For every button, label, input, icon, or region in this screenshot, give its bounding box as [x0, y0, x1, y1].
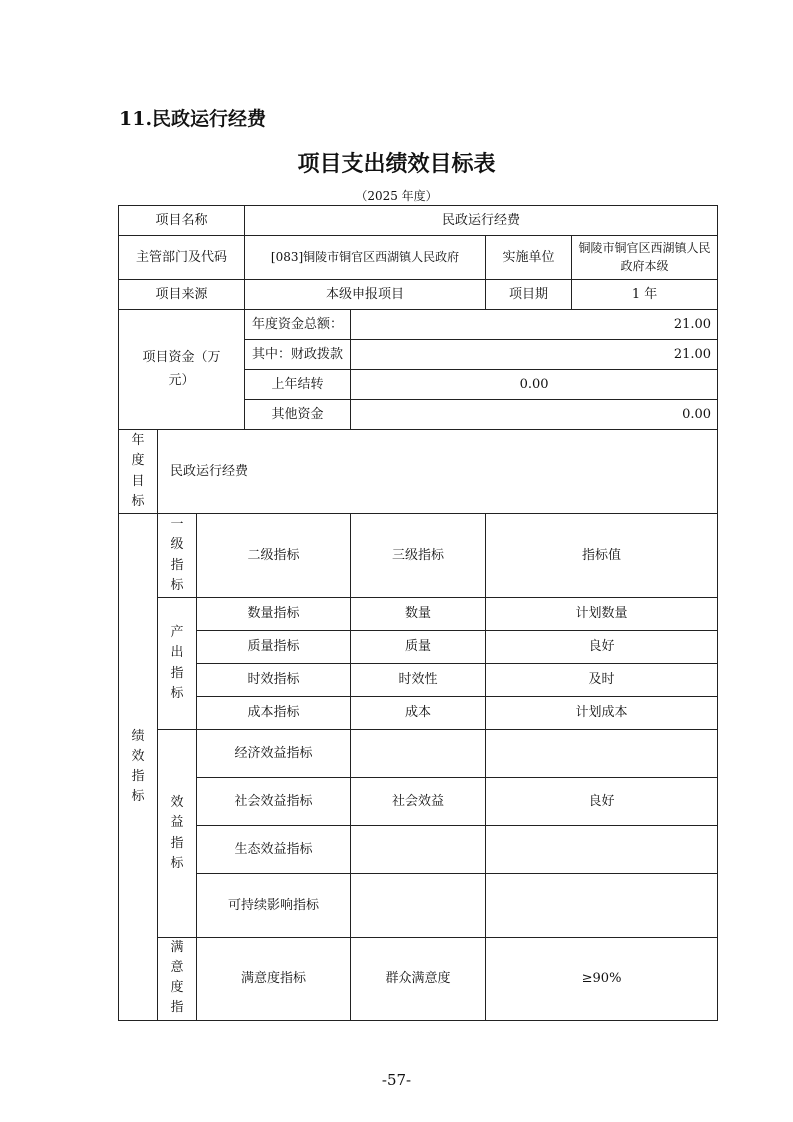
project-name-value: 民政运行经费 — [245, 206, 718, 236]
output-l3: 时效性 — [351, 664, 486, 697]
header-level1 — [158, 514, 197, 598]
performance-label-text: 绩效指标 — [131, 728, 145, 805]
funds-label-text: 项目资金（万元） — [142, 350, 221, 388]
source-label: 项目来源 — [119, 280, 245, 310]
output-l3: 质量 — [351, 631, 486, 664]
output-value: 计划数量 — [486, 598, 718, 631]
performance-target-table — [118, 205, 718, 1021]
performance-label — [119, 514, 158, 1021]
satisfaction-l2: 满意度指标 — [197, 938, 351, 1021]
benefit-l2: 经济效益指标 — [197, 730, 351, 778]
output-l2: 质量指标 — [197, 631, 351, 664]
row-benefit-economic — [119, 730, 718, 778]
annual-goal-label — [119, 430, 158, 514]
header-level1-text: 一级指标 — [170, 517, 184, 593]
output-value: 计划成本 — [486, 697, 718, 730]
row-output-quality — [119, 631, 718, 664]
benefit-l3 — [351, 874, 486, 938]
page-title: 项目支出绩效目标表 — [297, 151, 496, 177]
period-label: 项目期 — [486, 280, 572, 310]
page-number: -57- — [381, 1071, 412, 1089]
fund-other-value: 0.00 — [351, 400, 718, 430]
fund-fiscal-label: 其中：财政拨款 — [245, 340, 351, 370]
department-value: [083]铜陵市铜官区西湖镇人民政府 — [245, 236, 486, 280]
row-source — [119, 280, 718, 310]
row-output-cost — [119, 697, 718, 730]
project-name-label: 项目名称 — [119, 206, 245, 236]
benefit-value — [486, 826, 718, 874]
row-benefit-sustainable — [119, 874, 718, 938]
row-annual-goal — [119, 430, 718, 514]
fund-fiscal-value: 21.00 — [351, 340, 718, 370]
benefit-value: 良好 — [486, 778, 718, 826]
source-value: 本级申报项目 — [245, 280, 486, 310]
department-label: 主管部门及代码 — [119, 236, 245, 280]
output-value: 良好 — [486, 631, 718, 664]
header-level2: 二级指标 — [197, 514, 351, 598]
fund-carryover-value: 0.00 — [351, 370, 718, 400]
benefit-l3 — [351, 730, 486, 778]
output-l2: 数量指标 — [197, 598, 351, 631]
fund-other-label: 其他资金 — [245, 400, 351, 430]
output-l2: 成本指标 — [197, 697, 351, 730]
row-output-timeliness — [119, 664, 718, 697]
implementer-label: 实施单位 — [486, 236, 572, 280]
output-l2: 时效指标 — [197, 664, 351, 697]
fund-total-value: 21.00 — [351, 310, 718, 340]
annual-goal-label-text: 年度目标 — [131, 433, 145, 509]
benefit-l3 — [351, 826, 486, 874]
benefit-l2: 可持续影响指标 — [197, 874, 351, 938]
output-l3: 成本 — [351, 697, 486, 730]
funds-label — [119, 310, 245, 430]
fund-carryover-label: 上年结转 — [245, 370, 351, 400]
row-benefit-social — [119, 778, 718, 826]
satisfaction-l3: 群众满意度 — [351, 938, 486, 1021]
benefit-label — [158, 730, 197, 938]
row-benefit-ecological — [119, 826, 718, 874]
benefit-l2: 社会效益指标 — [197, 778, 351, 826]
benefit-l3: 社会效益 — [351, 778, 486, 826]
benefit-l2: 生态效益指标 — [197, 826, 351, 874]
row-project-name — [119, 206, 718, 236]
satisfaction-label-text: 满意度指 — [170, 940, 184, 1016]
section-heading: 11.民政运行经费 — [119, 108, 267, 130]
output-l3: 数量 — [351, 598, 486, 631]
row-indicator-header — [119, 514, 718, 598]
period-value: 1 年 — [572, 280, 718, 310]
row-department — [119, 236, 718, 280]
benefit-label-text: 效益指标 — [170, 795, 184, 871]
satisfaction-label — [158, 938, 197, 1021]
header-level3: 三级指标 — [351, 514, 486, 598]
satisfaction-value: ≥90% — [486, 938, 718, 1021]
implementer-value: 铜陵市铜官区西湖镇人民政府本级 — [572, 236, 718, 280]
benefit-value — [486, 874, 718, 938]
year-subtitle: （2025 年度） — [355, 189, 438, 203]
output-value: 及时 — [486, 664, 718, 697]
fund-total-label: 年度资金总额： — [245, 310, 351, 340]
header-value: 指标值 — [486, 514, 718, 598]
annual-goal-value: 民政运行经费 — [158, 430, 718, 514]
benefit-value — [486, 730, 718, 778]
row-satisfaction — [119, 938, 718, 1021]
output-label-text: 产出指标 — [170, 625, 184, 701]
row-fund-total — [119, 310, 718, 340]
output-label — [158, 598, 197, 730]
row-output-quantity — [119, 598, 718, 631]
